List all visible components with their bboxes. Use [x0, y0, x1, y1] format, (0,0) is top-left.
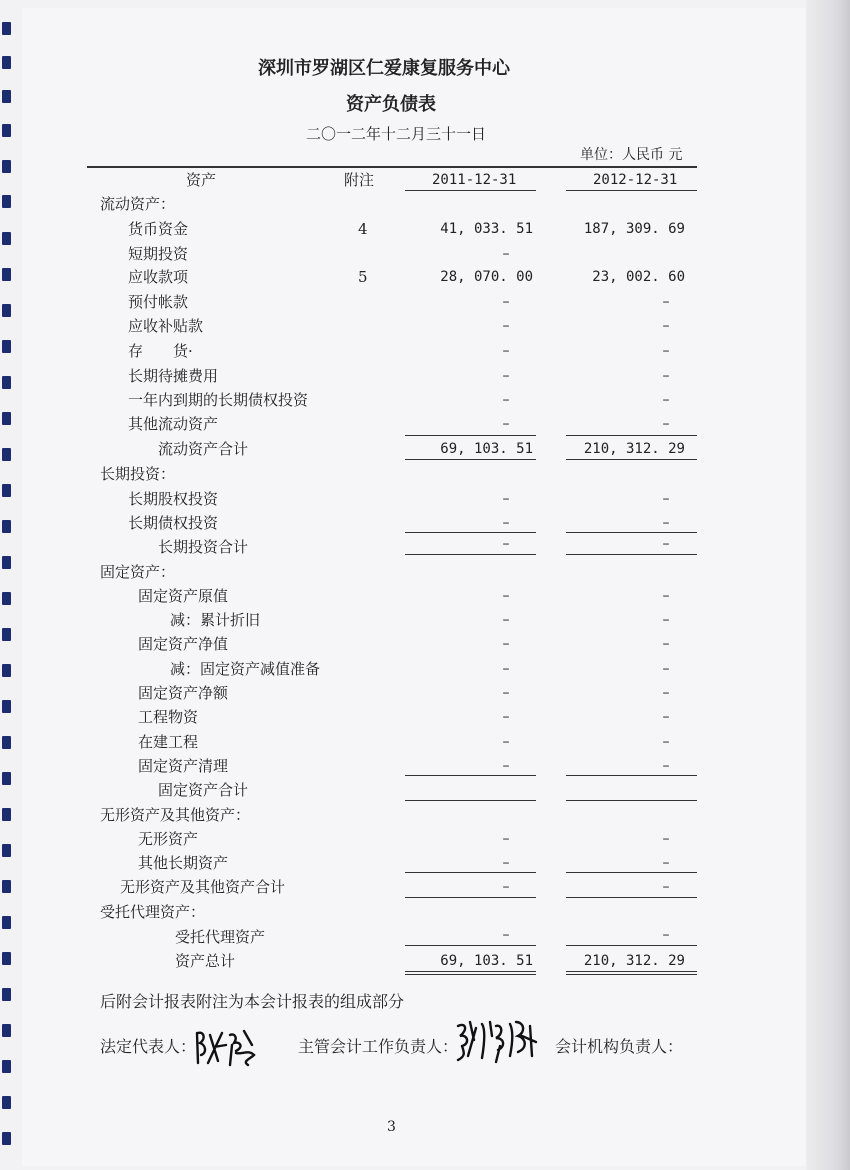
dash: –	[662, 879, 670, 895]
dash: –	[662, 392, 670, 408]
org-name: 深圳市罗湖区仁爱康复服务中心	[258, 58, 510, 79]
dash: –	[502, 831, 510, 847]
col-header-2012: 2012-12-31	[593, 172, 678, 188]
dash: –	[662, 734, 670, 750]
subtotal-rule-2011	[405, 435, 536, 436]
value-2011: 69, 103. 51	[440, 953, 533, 969]
value-2012: 23, 002. 60	[592, 269, 685, 285]
dash: –	[662, 831, 670, 847]
dash: –	[662, 709, 670, 725]
col-header-item: 资产	[186, 171, 217, 189]
report-title: 资产负债表	[346, 94, 436, 115]
dash: –	[502, 588, 510, 604]
subtotal-underline-2011	[405, 897, 536, 898]
row-label: 固定资产合计	[158, 781, 249, 799]
dash: –	[662, 318, 670, 334]
subtotal-underline-2011	[405, 800, 536, 801]
row-label: 工程物资	[138, 708, 199, 726]
dash: –	[662, 927, 670, 943]
subtotal-rule-2011	[405, 532, 536, 533]
subtotal-underline-2011	[405, 554, 536, 555]
dash: –	[502, 416, 510, 432]
dash: –	[502, 685, 510, 701]
row-label: 固定资产原值	[138, 587, 229, 605]
dash: –	[662, 294, 670, 310]
dash: –	[502, 734, 510, 750]
subtotal-underline-2012	[566, 554, 697, 555]
dash: –	[502, 368, 510, 384]
row-label: 应收款项	[128, 268, 189, 286]
value-2011: 41, 033. 51	[440, 221, 533, 237]
dash: –	[662, 491, 670, 507]
row-label: 其他流动资产	[128, 415, 219, 433]
row-label: 其他长期资产	[138, 854, 229, 872]
row-label: 一年内到期的长期债权投资	[128, 391, 309, 409]
accounting-head-signature	[452, 1016, 542, 1064]
row-label: 无形资产	[138, 830, 199, 848]
value-2012: 187, 309. 69	[583, 221, 685, 237]
total-double-rule-2011	[405, 971, 536, 972]
dash: –	[502, 661, 510, 677]
row-label: 减：累计折旧	[170, 611, 261, 629]
subtotal-rule-2012	[566, 435, 697, 436]
row-note: 4	[358, 220, 368, 238]
dash: –	[502, 392, 510, 408]
dash: –	[662, 515, 670, 531]
row-label: 长期投资：	[100, 465, 176, 483]
subtotal-underline-2012	[566, 459, 697, 460]
row-label: 长期股权投资	[128, 490, 219, 508]
subtotal-rule-2011	[405, 945, 536, 946]
legal-rep-signature	[192, 1025, 264, 1067]
row-label: 无形资产及其他资产：	[100, 806, 251, 824]
value-2012: 210, 312. 29	[583, 441, 685, 457]
dash: –	[662, 368, 670, 384]
subtotal-rule-2012	[566, 872, 697, 873]
total-double-rule-2012	[566, 971, 697, 972]
dash: –	[502, 515, 510, 531]
dash: –	[662, 416, 670, 432]
row-note: 5	[358, 268, 368, 286]
row-label: 长期待摊费用	[128, 367, 219, 385]
row-label: 受托代理资产	[175, 928, 266, 946]
row-label: 在建工程	[138, 733, 199, 751]
dash: –	[662, 612, 670, 628]
currency-unit: 单位：人民币 元	[580, 147, 683, 163]
row-label: 固定资产净额	[138, 684, 229, 702]
value-2012: 210, 312. 29	[583, 953, 685, 969]
subtotal-rule-2011	[405, 872, 536, 873]
dash: –	[502, 709, 510, 725]
dash: –	[502, 879, 510, 895]
dash: –	[502, 536, 510, 552]
row-label: 应收补贴款	[128, 317, 204, 335]
dash: –	[662, 758, 670, 774]
col-header-rule-2012	[566, 190, 697, 191]
dash: –	[502, 491, 510, 507]
dash: –	[662, 636, 670, 652]
subtotal-underline-2012	[566, 800, 697, 801]
dash: –	[662, 855, 670, 871]
subtotal-rule-2012	[566, 775, 697, 776]
row-label: 固定资产清理	[138, 757, 229, 775]
dash: –	[502, 246, 510, 262]
dash: –	[502, 294, 510, 310]
row-label: 固定资产：	[100, 563, 176, 581]
row-label: 预付帐款	[128, 293, 189, 311]
value-2011: 69, 103. 51	[440, 441, 533, 457]
dash: –	[502, 927, 510, 943]
footnote: 后附会计报表附注为本会计报表的组成部分	[100, 992, 405, 1011]
row-label: 资产总计	[175, 952, 236, 970]
report-date: 二〇一二年十二月三十一日	[306, 125, 487, 143]
org-head-label: 会计机构负责人：	[555, 1037, 684, 1056]
dash: –	[662, 588, 670, 604]
row-label: 减：固定资产减值准备	[170, 660, 321, 678]
col-header-2011: 2011-12-31	[432, 172, 517, 188]
value-2011: 28, 070. 00	[440, 269, 533, 285]
page-edge	[806, 0, 850, 1170]
row-label: 流动资产：	[100, 195, 176, 213]
dash: –	[662, 661, 670, 677]
row-label: 存 货·	[128, 342, 193, 360]
legal-rep-label: 法定代表人：	[100, 1037, 197, 1056]
row-label: 固定资产净值	[138, 635, 229, 653]
col-header-rule-2011	[405, 190, 536, 191]
dash: –	[502, 636, 510, 652]
row-label: 无形资产及其他资产合计	[120, 878, 286, 896]
row-label: 货币资金	[128, 220, 189, 238]
accounting-head-label: 主管会计工作负责人：	[298, 1037, 459, 1056]
subtotal-rule-2012	[566, 945, 697, 946]
total-double-rule-2012	[566, 974, 697, 975]
subtotal-underline-2011	[405, 459, 536, 460]
table-top-rule	[87, 166, 697, 168]
subtotal-rule-2012	[566, 532, 697, 533]
row-label: 短期投资	[128, 245, 189, 263]
subtotal-underline-2012	[566, 897, 697, 898]
page-number: 3	[387, 1119, 396, 1135]
dash: –	[502, 343, 510, 359]
dash: –	[502, 758, 510, 774]
row-label: 长期投资合计	[158, 538, 249, 556]
dash: –	[502, 612, 510, 628]
row-label: 流动资产合计	[158, 440, 249, 458]
col-header-note: 附注	[344, 171, 375, 189]
dash: –	[502, 318, 510, 334]
total-double-rule-2011	[405, 974, 536, 975]
dash: –	[662, 536, 670, 552]
dash: –	[662, 343, 670, 359]
dash: –	[662, 685, 670, 701]
row-label: 受托代理资产：	[100, 903, 206, 921]
subtotal-rule-2011	[405, 775, 536, 776]
dash: –	[502, 855, 510, 871]
row-label: 长期债权投资	[128, 514, 219, 532]
